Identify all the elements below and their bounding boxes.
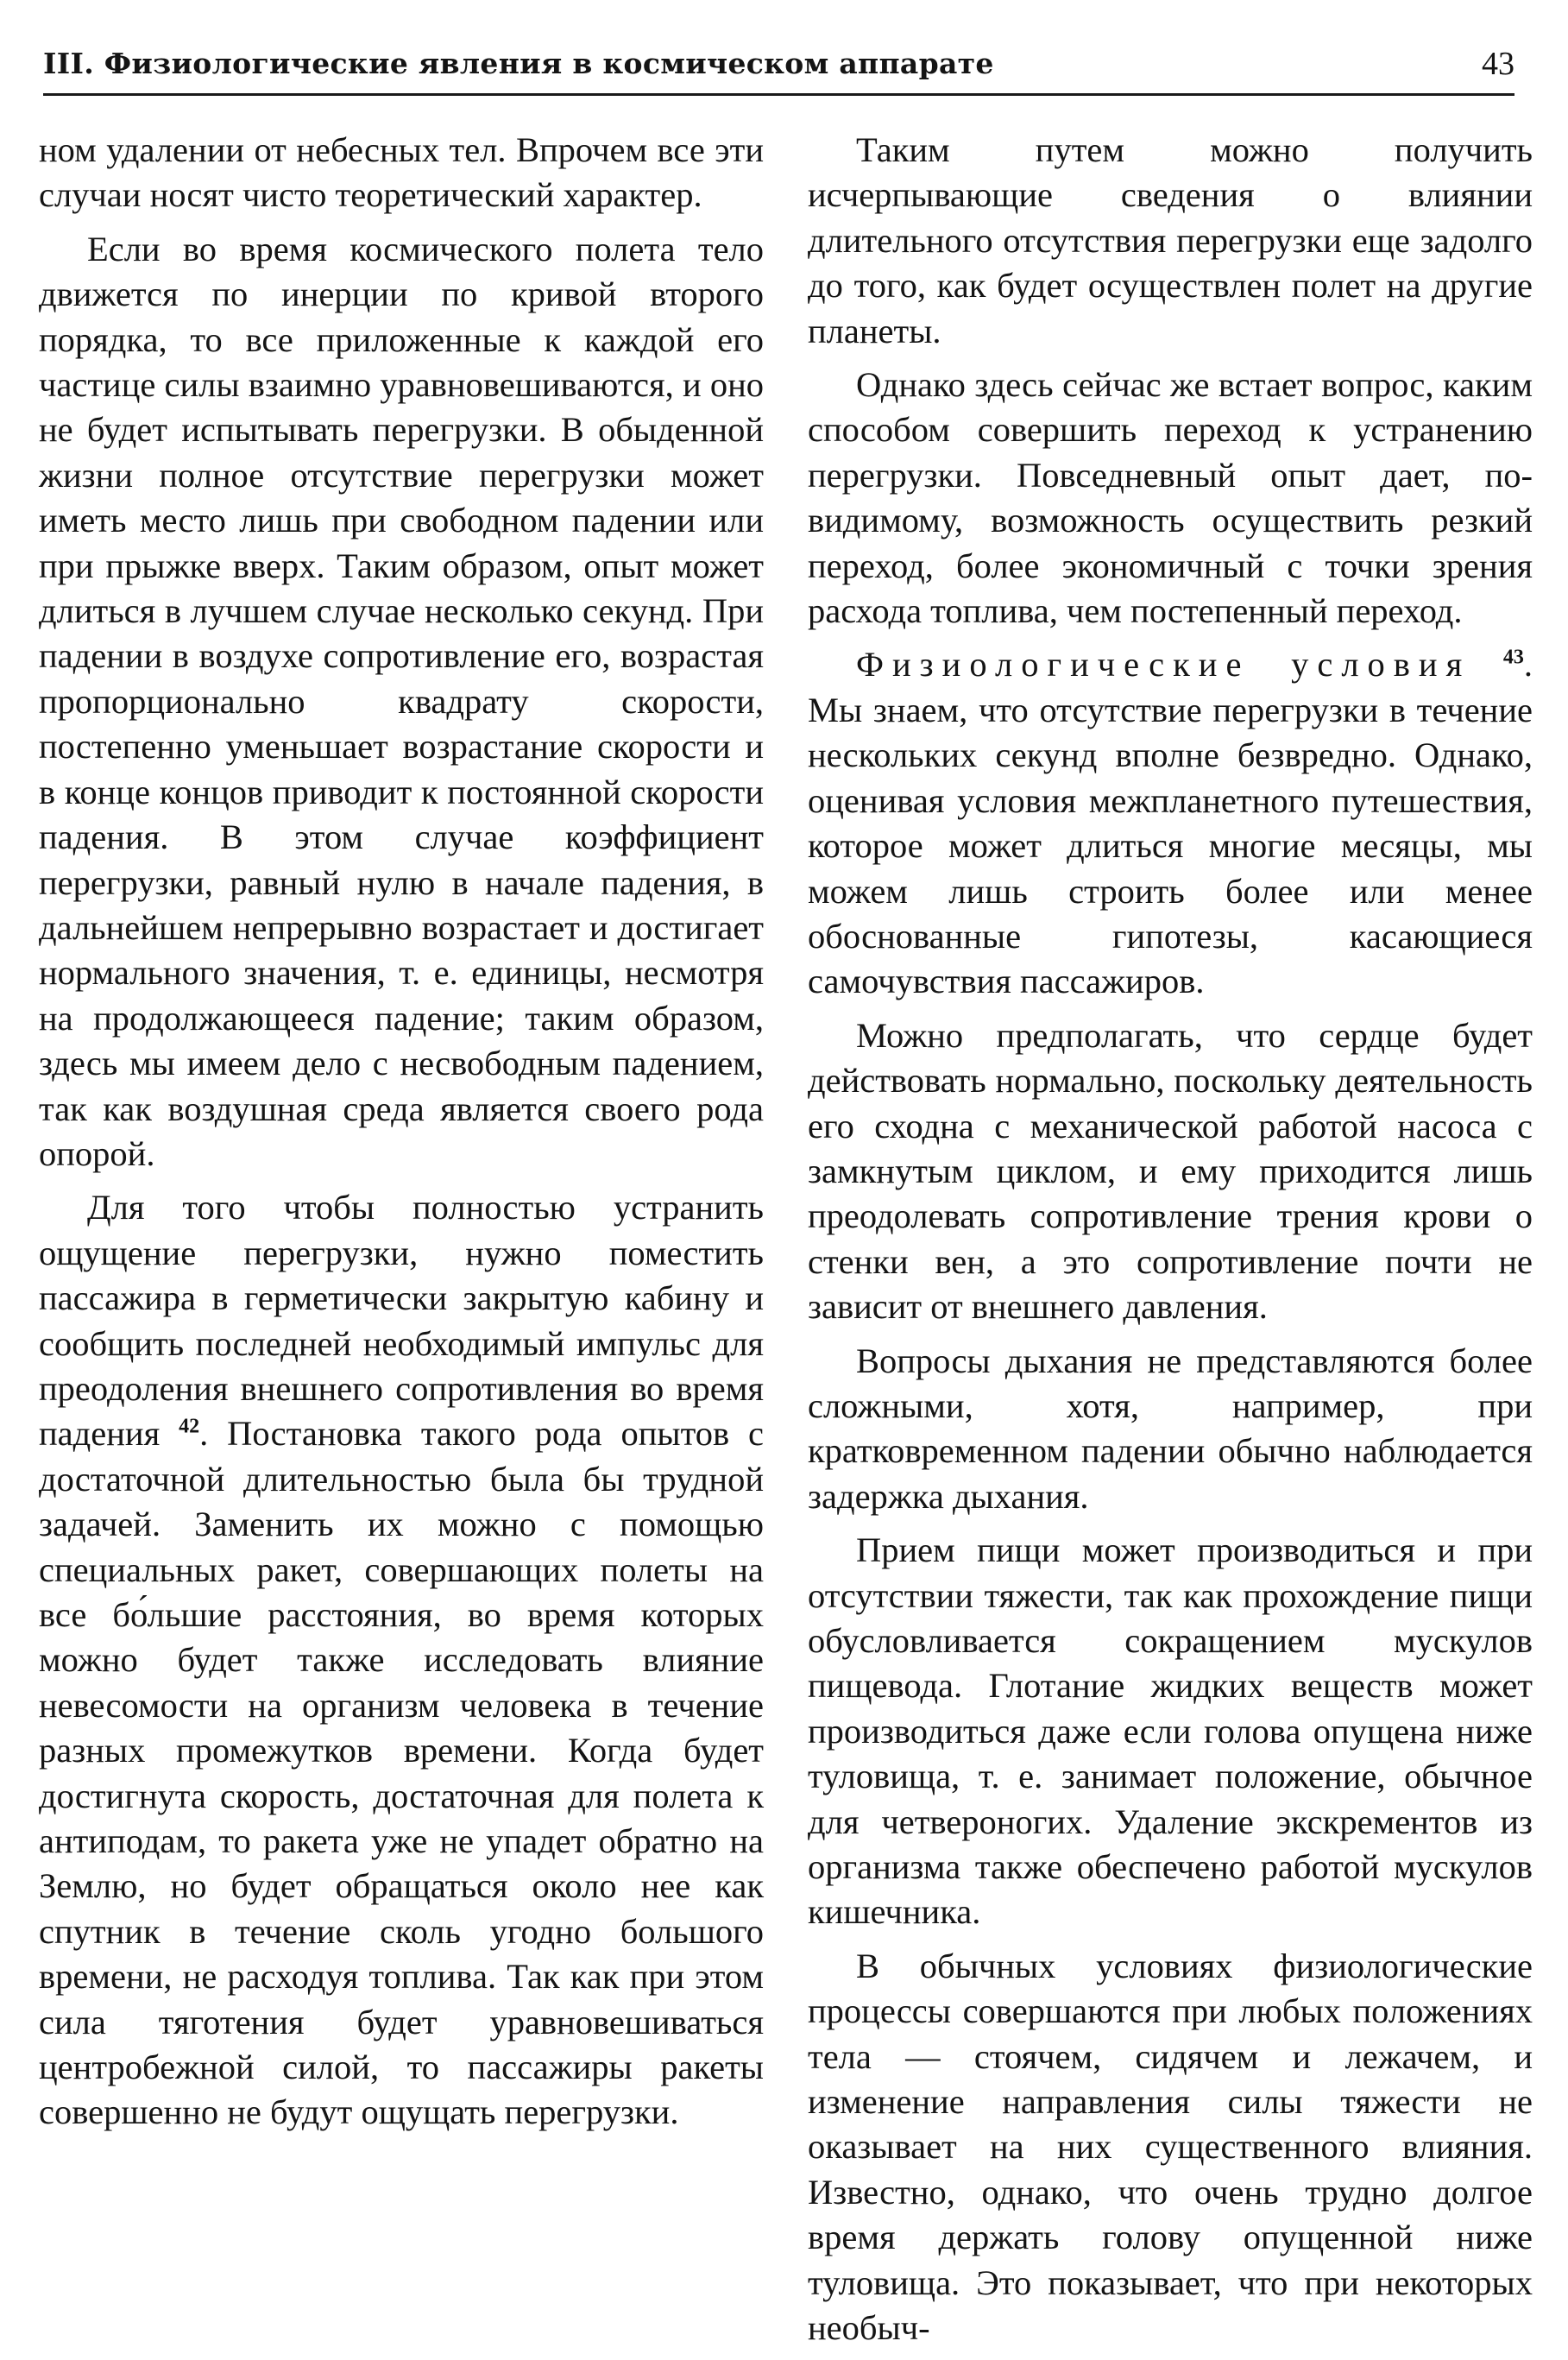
paragraph-sealed-cabin	[39, 1185, 764, 2136]
running-head	[43, 45, 1514, 96]
paragraph-text: Для того чтобы полностью устранить ощущение перегрузки, нужно поместить пассажира в герметически закрытую кабину и сообщить последней необходимый импульс для преодоления внешнего сопротивления во время падения	[39, 1188, 764, 1454]
paragraph-physiological-conditions	[808, 642, 1533, 1004]
paragraph-heart: Можно предполагать, что сердце будет действовать нормально, поскольку деятельность его сходна с механической работой насоса с замкнутым циклом, и ему приходится лишь преодолевать сопротивление трения крови о стенки вен, а это сопротивление почти не зависит от внешнего давления.	[808, 1015, 1533, 1327]
left-column	[39, 128, 764, 2144]
footnote-ref-43: 43	[1502, 646, 1524, 669]
paragraph-breathing: Вопросы дыхания не представляются более сложными, хотя, например, при кратковременном падении обычно наблюдается задержка дыхания.	[808, 1341, 1533, 1516]
paragraph-continued: ном удалении от небесных тел. Впрочем все эти случаи носят чисто теоретический характер.	[39, 130, 764, 215]
paragraph-inertia: Если во время космического полета тело движется по инерции по кривой второго порядка, то все приложенные к каждой его частице силы взаимно уравновешиваются, и оно не будет испытывать перегрузки. В обыденной жизни полное отсутствие перегрузки может иметь место лишь при свободном падении или при прыжке вверх. Таким образом, опыт может длиться в лучшем случае несколько секунд. При падении в воздухе сопротивление его, возрастая пропорционально квадрату скорости, постепенно уменьшает возрастание скорости и в конце концов приводит к постоянной скорости падения. В этом случае коэффициент перегрузки, равный нулю в начале падения, в дальнейшем непрерывно возрастает и достигает нормального значения, т. е. единицы, несмотря на продолжающееся падение; таким образом, здесь мы имеем дело с несвободным падением, так как воздушная среда является своего рода опорой.	[39, 229, 764, 1173]
running-title: III. Физиологические явления в космическом аппарате	[43, 47, 994, 80]
paragraph-text: . Мы знаем, что отсутствие перегрузки в течение нескольких секунд вполне безвредно. Однако, оценивая условия межпланетного путешествия, которое может длиться многие месяцы, мы можем лишь строить более или менее обоснованные гипотезы, касающиеся самочувствия пассажиров.	[808, 645, 1533, 1001]
paragraph-transition: Однако здесь сейчас же встает вопрос, каким способом совершить переход к устранению перегрузки. Повседневный опыт дает, по-видимому, возможность осуществить резкий переход, более экономичный с точки зрения расхода топлива, чем постепенный переход.	[808, 365, 1533, 631]
paragraph-text: . Постановка такого рода опытов с достаточной длительностью была бы трудной задачей. Заменить их можно с помощью специальных ракет, совершающих полеты на все бо́льшие расстояния, во время которых можно будет также исследовать влияние невесомости на организм человека в течение разных промежутков времени. Когда будет достигнута скорость, достаточная для полета к антиподам, то ракета уже не упадет обратно на Землю, но будет обращаться около нее как спутник в течение сколь угодно большого времени, не расходуя топлива. Так как при этом сила тяготения будет уравновешиваться центробежной силой, то пассажиры ракеты совершенно не будут ощущать перегрузки.	[39, 1414, 765, 2132]
right-column	[808, 128, 1533, 2360]
paragraph-body-positions: В обычных условиях физиологические процессы совершаются при любых положениях тела — стоячем, сидячем и лежачем, и изменение направления силы тяжести не оказывает на них существенного влияния. Известно, однако, что очень трудно долгое время держать голову опущенной ниже туловища. Это показывает, что при некоторых необыч-	[808, 1946, 1533, 2348]
footnote-ref-42: 42	[179, 1415, 200, 1438]
paragraph-exhaustive-info: Таким путем можно получить исчерпывающие сведения о влиянии длительного отсутствия перегрузки еще задолго до того, как будет осуществлен полет на другие планеты.	[808, 130, 1533, 350]
paragraph-food: Прием пищи может производиться и при отсутствии тяжести, так как прохождение пищи обусловливается сокращением мускулов пищевода. Глотание жидких веществ может производиться даже если голова опущена ниже туловища, т. е. занимает положение, обычное для четвероногих. Удаление экскрементов из организма также обеспечено работой мускулов кишечника.	[808, 1530, 1533, 1932]
section-heading-spaced: Физиологические условия	[856, 645, 1471, 685]
page-number: 43	[1482, 46, 1514, 82]
